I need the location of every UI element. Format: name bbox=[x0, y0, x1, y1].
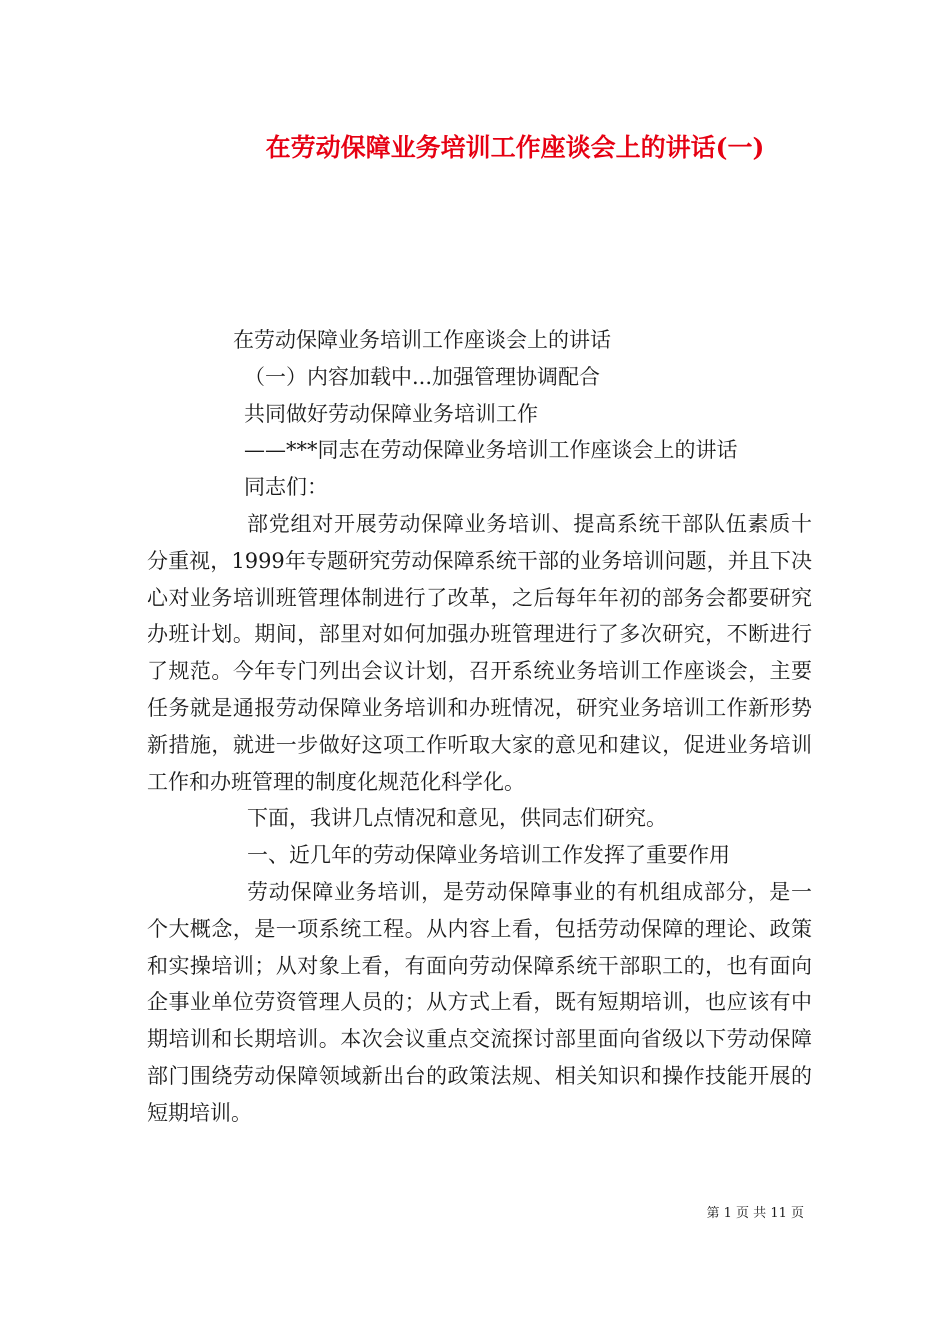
document-title: 在劳动保障业务培训工作座谈会上的讲话(一) bbox=[265, 133, 765, 162]
paragraph-section-1: 劳动保障业务培训，是劳动保障事业的有机组成部分，是一个大概念，是一项系统工程。从内容上看，包括劳动保障的理论、政策和实操培训；从对象上看，有面向劳动保障系统干部职工的，也有面向企事业单位劳资管理人员的；从方式上看，既有短期培训，也应该有中期培训和长期培训。本次会议重点交流探讨部里面向省级以下劳动保障部门围绕劳动保障领域新出台的政策法规、相关知识和操作技能开展的短期培训。 bbox=[147, 879, 812, 1125]
section-heading-1: 一、近几年的劳动保障业务培训工作发挥了重要作用 bbox=[247, 843, 730, 868]
document-body bbox=[147, 322, 812, 1132]
paragraph-transition: 下面，我讲几点情况和意见，供同志们研究。 bbox=[247, 806, 667, 831]
speech-heading: 在劳动保障业务培训工作座谈会上的讲话 bbox=[233, 328, 611, 352]
speech-subheading-1: （一）内容加载中...加强管理协调配合 bbox=[244, 364, 601, 389]
page-number: 第 1 页 共 11 页 bbox=[706, 1206, 804, 1221]
salutation: 同志们： bbox=[244, 475, 328, 500]
speech-byline: ——***同志在劳动保障业务培训工作座谈会上的讲话 bbox=[244, 438, 738, 463]
speech-subheading-2: 共同做好劳动保障业务培训工作 bbox=[244, 401, 538, 426]
paragraph-intro: 部党组对开展劳动保障业务培训、提高系统干部队伍素质十分重视，1999年专题研究劳动保障系统干部的业务培训问题，并且下决心对业务培训班管理体制进行了改革，之后每年年初的部务会都要研究办班计划。期间，部里对如何加强办班管理进行了多次研究，不断进行了规范。今年专门列出会议计划，召开系统业务培训工作座谈会，主要任务就是通报劳动保障业务培训和办班情况，研究业务培训工作新形势新措施，就进一步做好这项工作听取大家的意见和建议，促进业务培训工作和办班管理的制度化规范化科学化。 bbox=[147, 511, 812, 794]
